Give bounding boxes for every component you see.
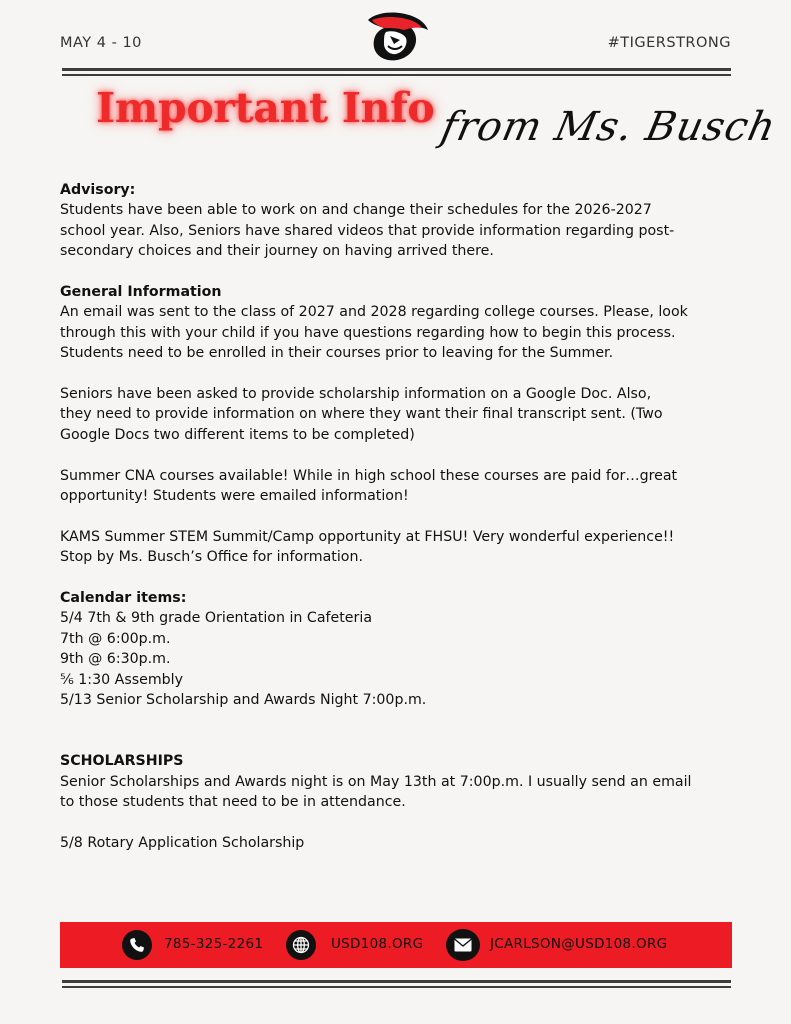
advisory-line: school year. Also, Seniors have shared videos that provide information regarding post- [60, 222, 675, 239]
general-line: Stop by Ms. Busch’s Office for information. [60, 549, 363, 566]
calendar-item: 7th @ 6:00p.m. [60, 630, 171, 647]
scholarships-line: Senior Scholarships and Awards night is on May 13th at 7:00p.m. I usually send an email [60, 773, 692, 790]
footer-rule-bottom [62, 986, 731, 988]
general-heading: General Information [60, 284, 222, 301]
phone-number[interactable]: 785-325-2261 [164, 936, 264, 952]
signature: from Ms. Busch [437, 104, 781, 150]
footer-rule-top [62, 980, 731, 983]
advisory-heading: Advisory: [60, 182, 136, 198]
hashtag: #TIGERSTRONG [607, 35, 731, 51]
date-range: MAY 4 - 10 [60, 35, 142, 51]
general-line: through this with your child if you have questions regarding how to begin this process. [60, 324, 676, 341]
phone-icon [122, 930, 152, 960]
general-line: Seniors have been asked to provide scholarship information on a Google Doc. Also, [60, 386, 652, 403]
calendar-item: 9th @ 6:30p.m. [60, 651, 171, 668]
calendar-heading: Calendar items: [60, 590, 187, 607]
email-link[interactable]: JCARLSON@USD108.ORG [490, 936, 668, 952]
general-line: they need to provide information on where they want their final transcript sent. (Two [60, 406, 663, 423]
contact-bar [60, 922, 732, 968]
advisory-line: secondary choices and their journey on having arrived there. [60, 243, 494, 260]
header-rule-top [62, 68, 731, 71]
tiger-logo-icon [362, 10, 430, 64]
header-rule-bottom [62, 74, 731, 76]
website-link[interactable]: USD108.ORG [331, 936, 424, 952]
globe-icon [286, 930, 316, 960]
calendar-item: 5/13 Senior Scholarship and Awards Night 7:00p.m. [60, 692, 427, 709]
general-line: Summer CNA courses available! While in high school these courses are paid for…great [60, 467, 678, 484]
general-line: KAMS Summer STEM Summit/Camp opportunity at FHSU! Very wonderful experience!! [60, 528, 675, 545]
calendar-item: 5/4 7th & 9th grade Orientation in Cafeteria [60, 610, 373, 627]
mail-icon [446, 929, 480, 961]
general-line: Google Docs two different items to be completed) [60, 426, 415, 443]
scholarships-line: 5/8 Rotary Application Scholarship [60, 834, 305, 851]
page-title: Important Info [96, 84, 435, 132]
general-line: Students need to be enrolled in their courses prior to leaving for the Summer. [60, 345, 614, 362]
general-line: opportunity! Students were emailed information! [60, 488, 409, 505]
advisory-line: Students have been able to work on and change their schedules for the 2026-2027 [60, 202, 652, 219]
scholarships-heading: SCHOLARSHIPS [60, 753, 184, 770]
scholarships-line: to those students that need to be in attendance. [60, 794, 406, 811]
general-line: An email was sent to the class of 2027 and 2028 regarding college courses. Please, look [60, 304, 688, 321]
calendar-item: ⅚ 1:30 Assembly [60, 671, 184, 688]
newsletter-body [60, 180, 740, 853]
